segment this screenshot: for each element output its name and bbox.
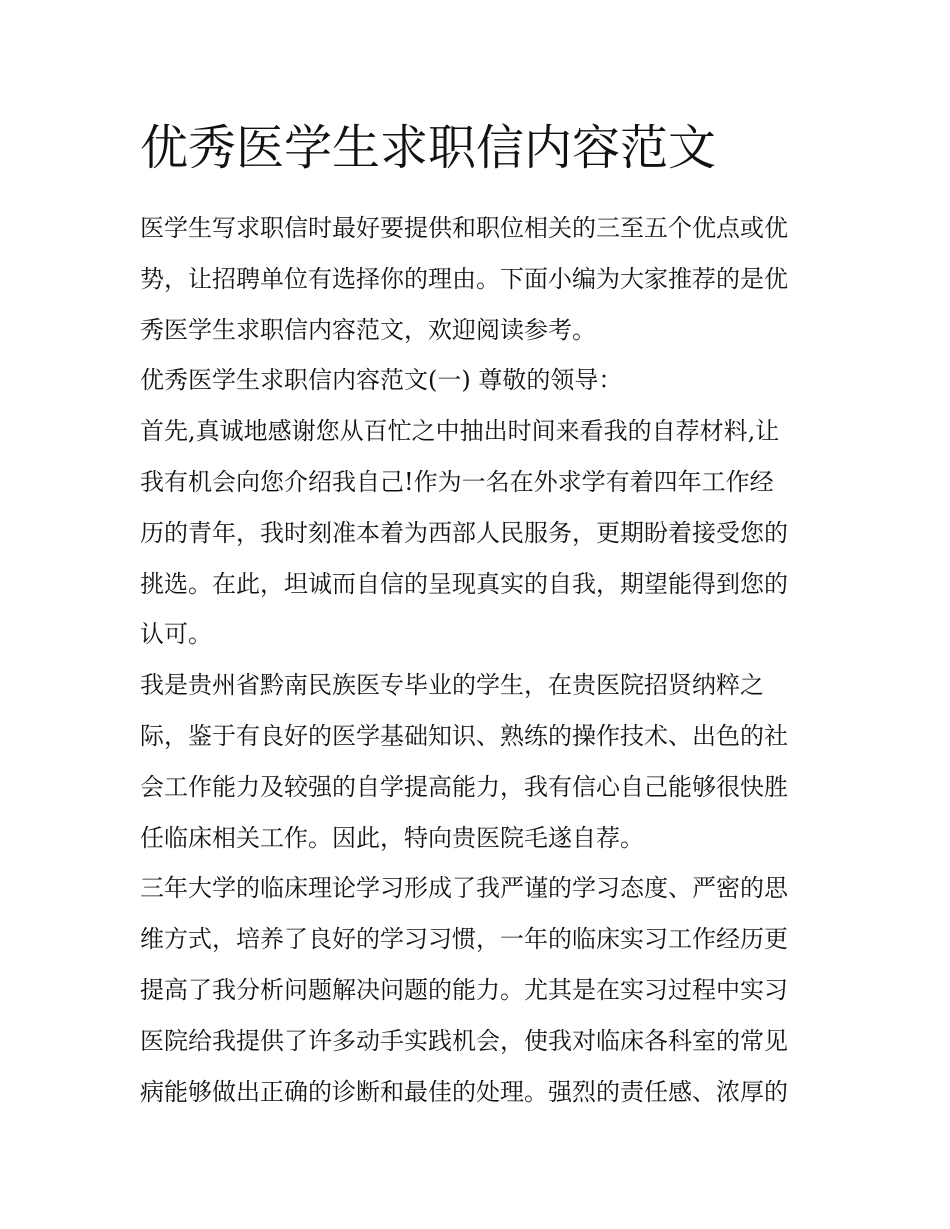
paragraph-line: 秀医学生求职信内容范文，欢迎阅读参考。 — [140, 315, 596, 344]
background-paragraph — [140, 660, 815, 863]
paragraph-line: 优秀医学生求职信内容范文(一) 尊敬的领导： — [140, 366, 623, 395]
intro-paragraph — [140, 203, 815, 355]
salutation-paragraph — [140, 355, 815, 406]
paragraph-line: 际，鉴于有良好的医学基础知识、熟练的操作技术、出色的社 — [140, 721, 788, 750]
experience-paragraph — [140, 863, 815, 1117]
opening-paragraph — [140, 406, 815, 660]
document-title: 优秀医学生求职信内容范文 — [140, 120, 717, 176]
paragraph-line: 维方式，培养了良好的学习习惯，一年的临床实习工作经历更 — [140, 925, 788, 954]
paragraph-line: 势，让招聘单位有选择你的理由。下面小编为大家推荐的是优 — [140, 264, 788, 293]
paragraph-line: 历的青年，我时刻准本着为西部人民服务，更期盼着接受您的 — [140, 518, 788, 547]
paragraph-line: 提高了我分析问题解决问题的能力。尤其是在实习过程中实习 — [140, 975, 788, 1004]
document-content — [140, 112, 815, 1117]
paragraph-line: 会工作能力及较强的自学提高能力，我有信心自己能够很快胜 — [140, 772, 788, 801]
paragraph-line: 三年大学的临床理论学习形成了我严谨的学习态度、严密的思 — [140, 874, 788, 903]
paragraph-line: 医学生写求职信时最好要提供和职位相关的三至五个优点或优 — [140, 214, 788, 242]
paragraph-line: 挑选。在此，坦诚而自信的呈现真实的自我，期望能得到您的 — [140, 569, 788, 598]
paragraph-line: 医院给我提供了许多动手实践机会，使我对临床各科室的常见 — [140, 1026, 788, 1055]
paragraph-line: 任临床相关工作。因此，特向贵医院毛遂自荐。 — [140, 823, 644, 852]
paragraph-line: 我有机会向您介绍我自己!作为一名在外求学有着四年工作经 — [140, 467, 774, 496]
paragraph-line: 病能够做出正确的诊断和最佳的处理。强烈的责任感、浓厚的 — [140, 1077, 788, 1106]
paragraph-line: 认可。 — [140, 620, 212, 649]
paragraph-line: 我是贵州省黔南民族医专毕业的学生，在贵医院招贤纳粹之 — [140, 671, 764, 700]
paragraph-line: 首先,真诚地感谢您从百忙之中抽出时间来看我的自荐材料,让 — [140, 417, 780, 446]
